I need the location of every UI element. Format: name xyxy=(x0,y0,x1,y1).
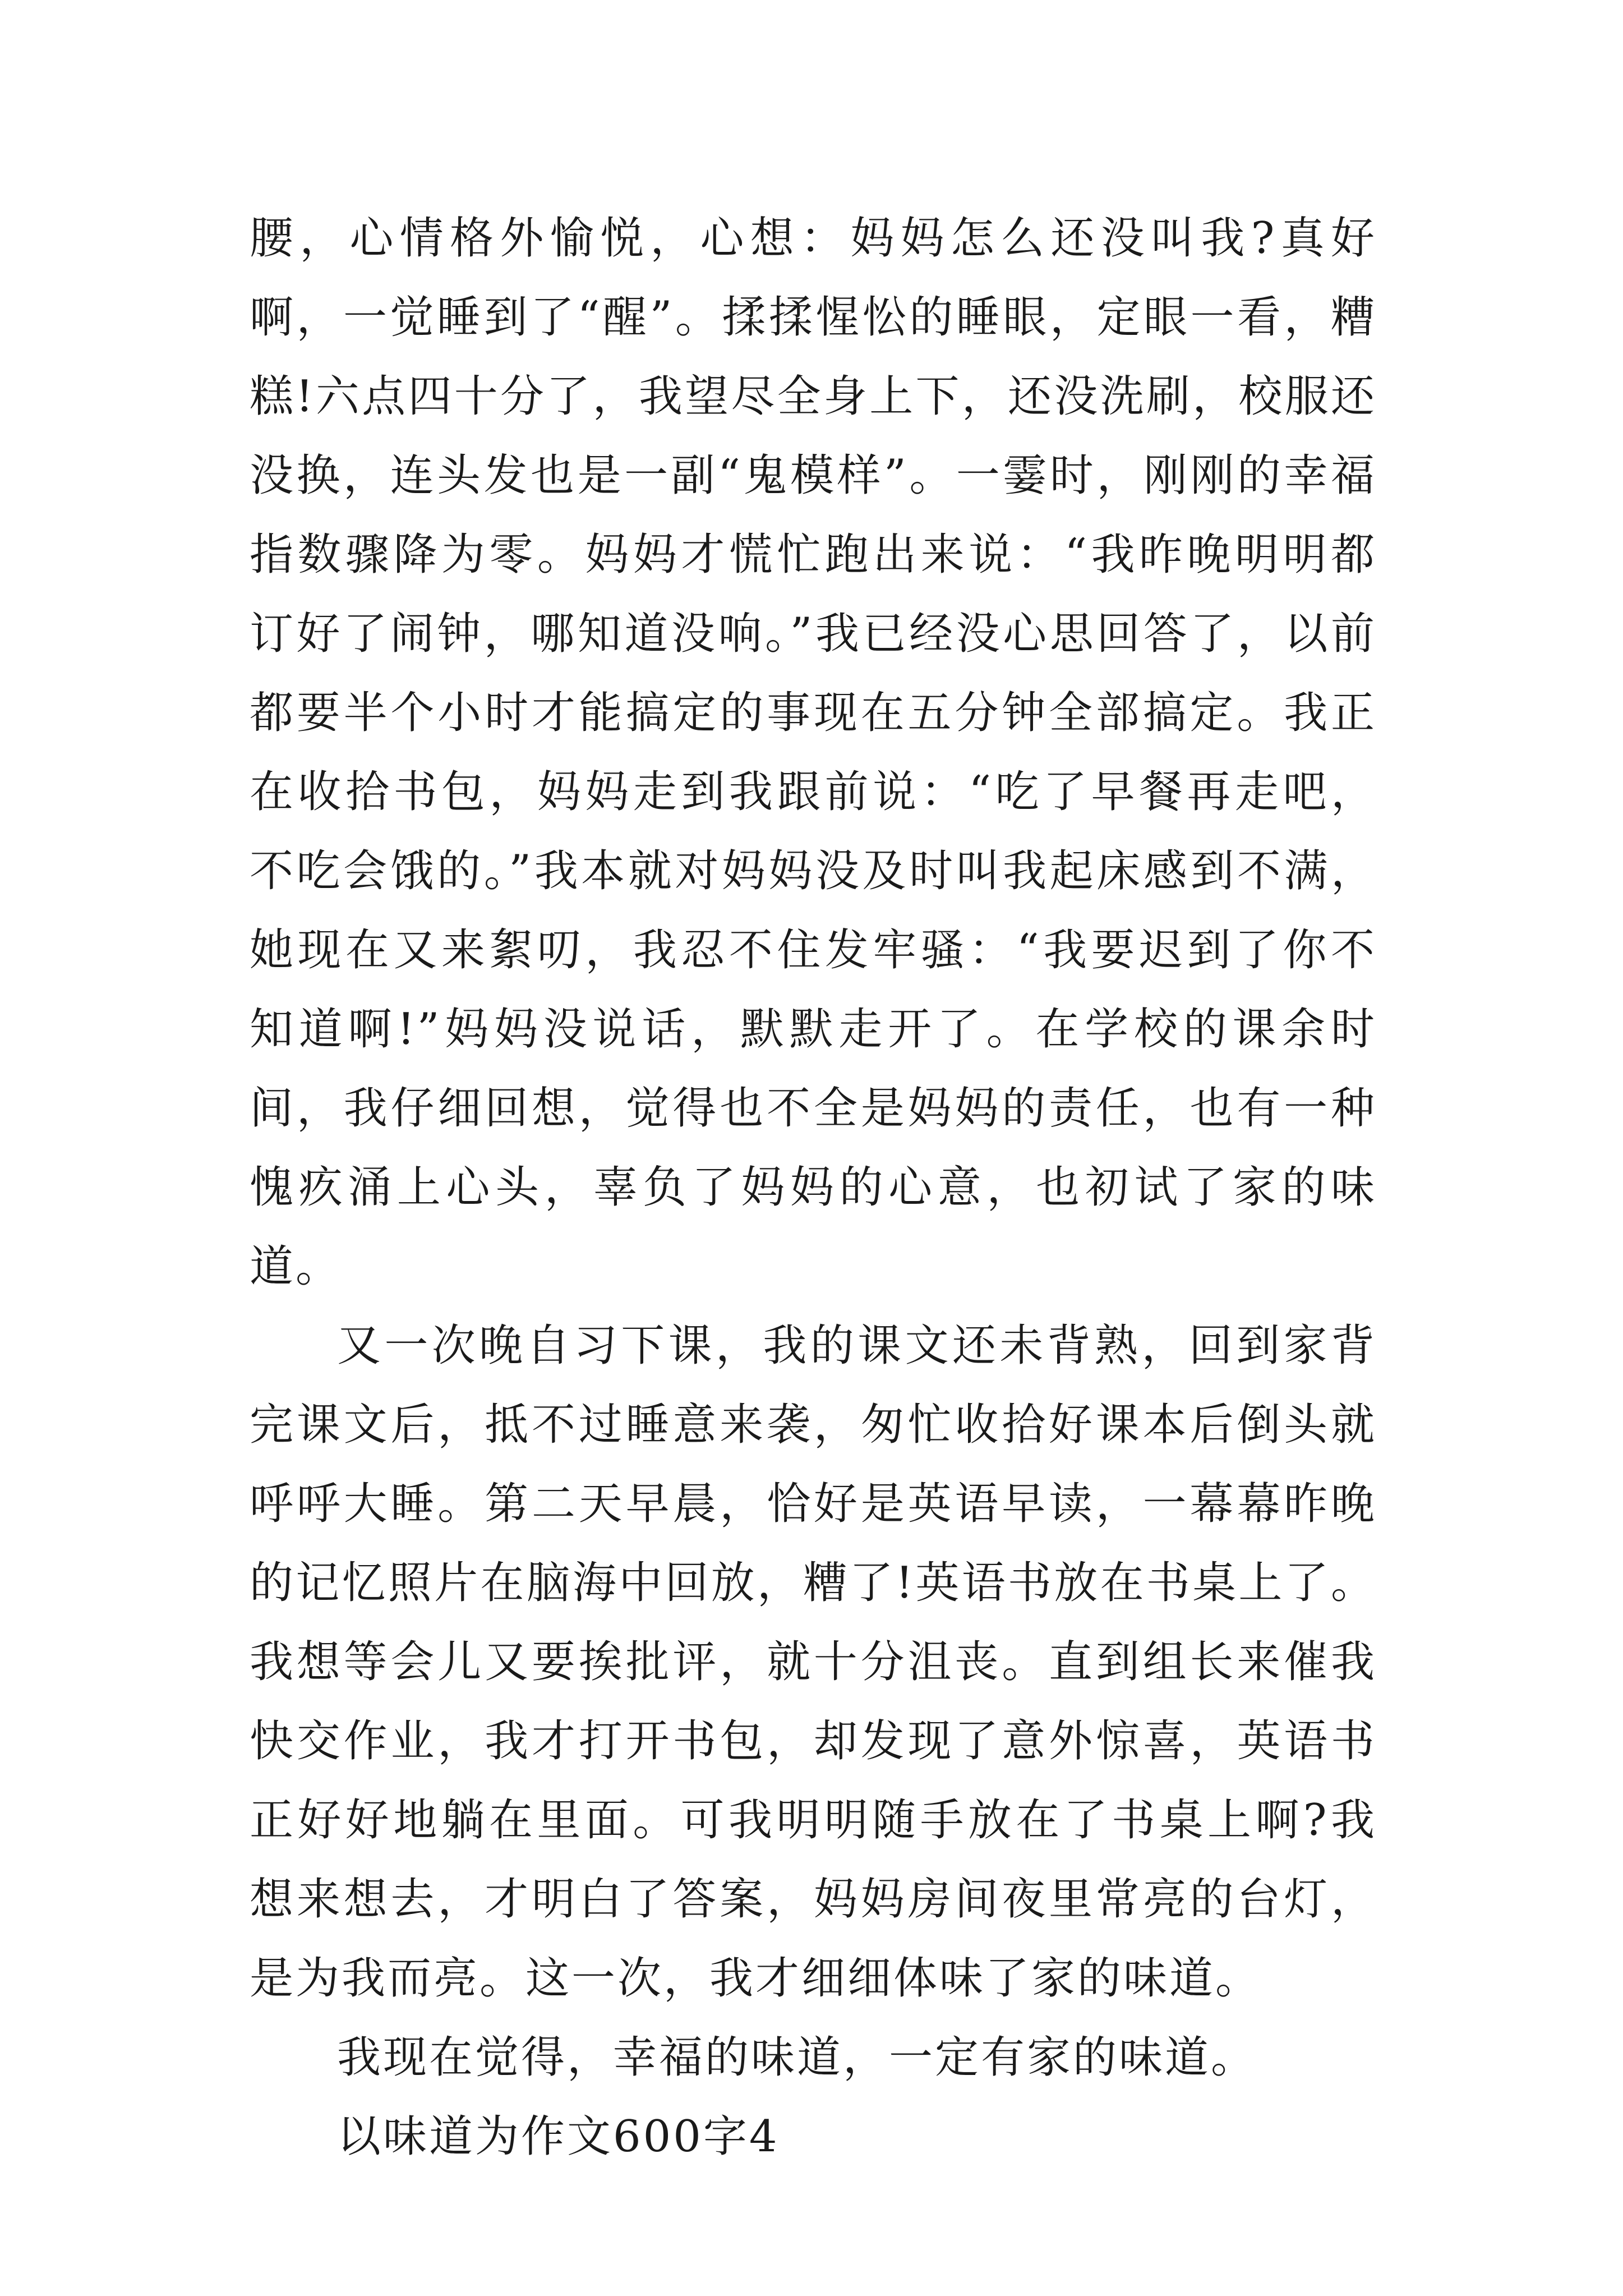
section-heading: 以味道为作文600字4 xyxy=(337,2111,780,2162)
paragraph-3: 我现在觉得，幸福的味道，一定有家的味道。 xyxy=(337,2032,1257,2083)
paragraph-1: 腰，心情格外愉悦，心想：妈妈怎么还没叫我?真好啊，一觉睡到了“醒”。揉揉惺忪的睡眼，定眼一看，糟糕!六点四十分了，我望尽全身上下，还没洗刷，校服还没换，连头发也是一副“鬼模样”。一霎时，刚刚的幸福指数骤降为零。妈妈才慌忙跑出来说：“我昨晚明明都订好了闹钟，哪知道没响。”我已经没心思回答了，以前都要半个小时才能搞定的事现在五分钟全部搞定。我正在收拾书包，妈妈走到我跟前说：“吃了早餐再走吧，不吃会饿的。”我本就对妈妈没及时叫我起床感到不满，她现在又来絮叨，我忍不住发牢骚：“我要迟到了你不知道啊!”妈妈没说话，默默走开了。在学校的课余时间，我仔细回想，觉得也不全是妈妈的责任，也有一种愧疚涌上心头，辜负了妈妈的心意，也初试了家的味道。 xyxy=(250,213,1377,1292)
paragraph-2: 又一次晚自习下课，我的课文还未背熟，回到家背完课文后，抵不过睡意来袭，匆忙收拾好课本后倒头就呼呼大睡。第二天早晨，恰好是英语早读，一幕幕昨晚的记忆照片在脑海中回放，糟了!英语书放在书桌上了。我想等会儿又要挨批评，就十分沮丧。直到组长来催我快交作业，我才打开书包，却发现了意外惊喜，英语书正好好地躺在里面。可我明明随手放在了书桌上啊?我想来想去，才明白了答案，妈妈房间夜里常亮的台灯，是为我而亮。这一次，我才细细体味了家的味道。 xyxy=(250,1320,1377,2004)
body-text xyxy=(250,199,1377,2177)
